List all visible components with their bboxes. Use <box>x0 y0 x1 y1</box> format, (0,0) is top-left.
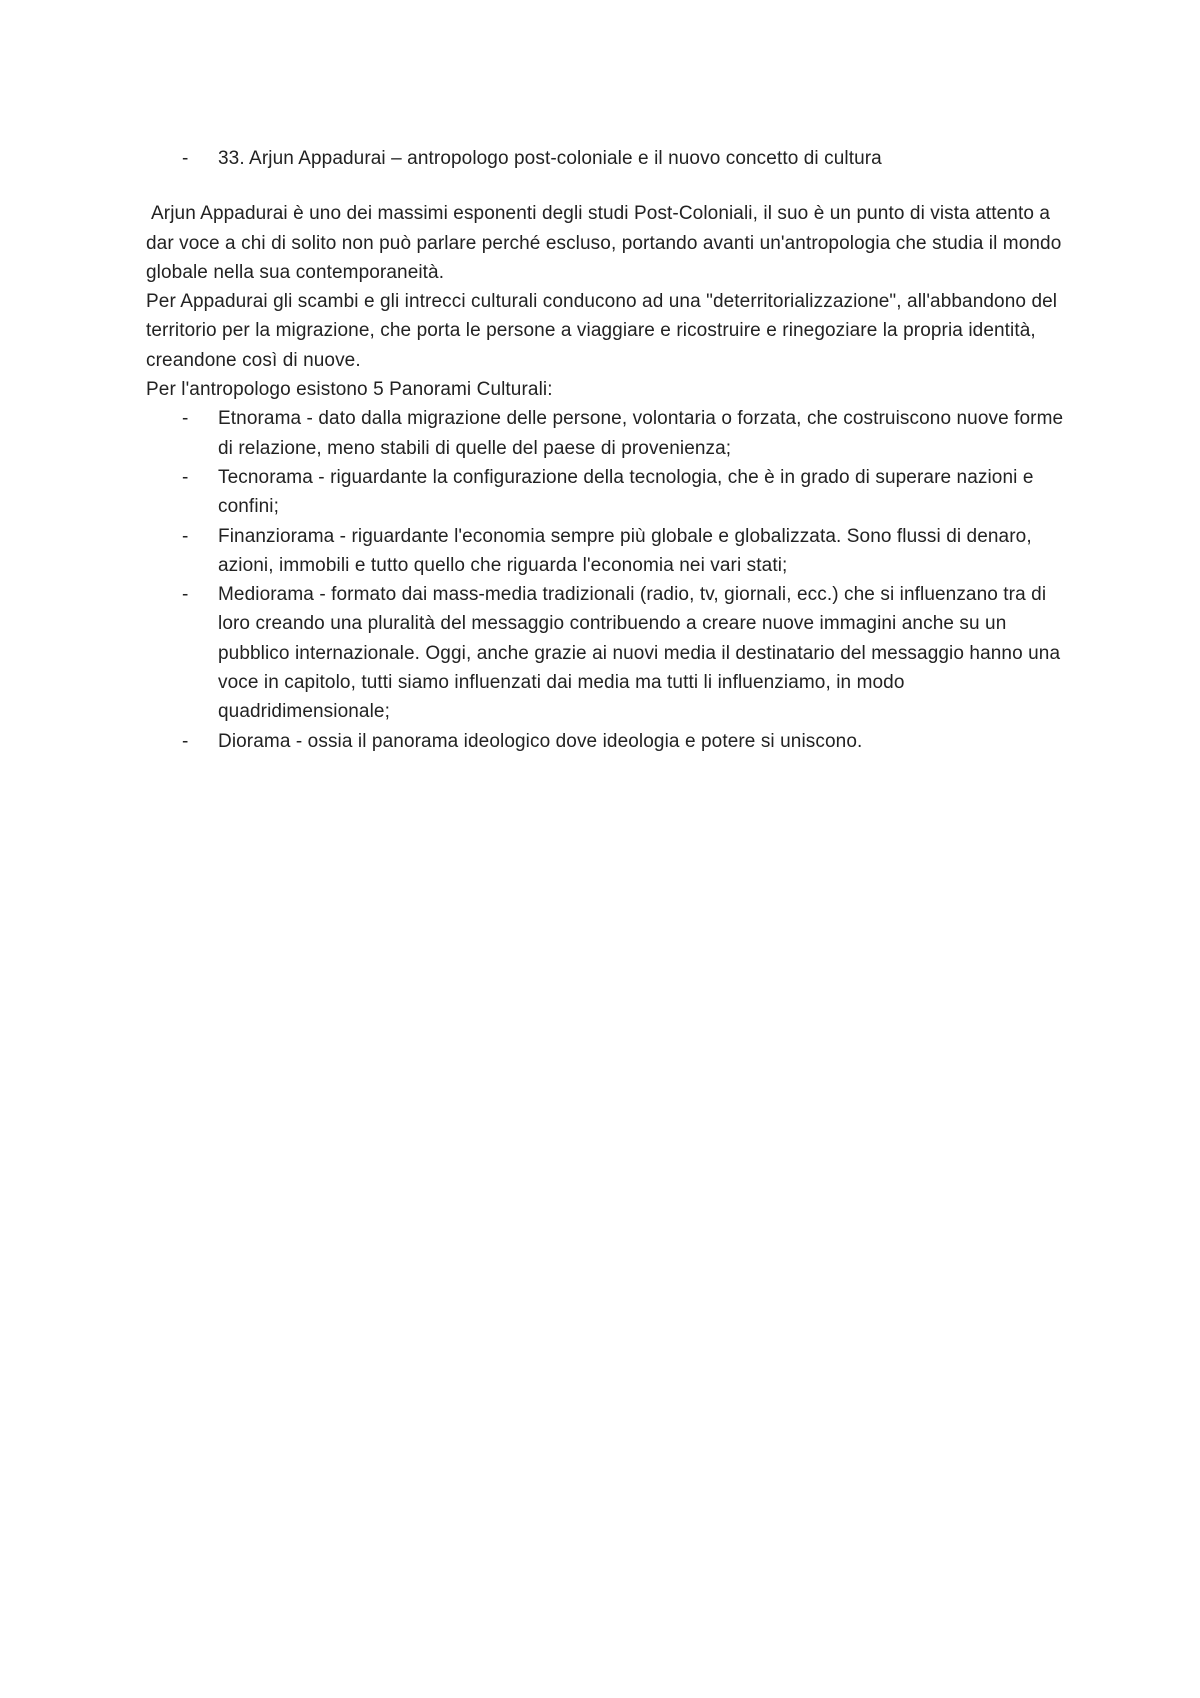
panorami-intro: Per l'antropologo esistono 5 Panorami Culturali: <box>146 379 553 401</box>
heading-text: 33. Arjun Appadurai – antropologo post-coloniale e il nuovo concetto di cultura <box>218 148 882 169</box>
list-item-text: Mediorama - formato dai mass-media tradizionali (radio, tv, giornali, ecc.) che si influenzano tra di loro creando una pluralità del messaggio contribuendo a creare nuove immagini anche su un pubblico internazionale. Oggi, anche grazie ai nuovi media il destinatario del messaggio hanno una voce in capitolo, tutti siamo influenzati dai media ma tutti li influenziamo, in modo quadridimensionale; <box>218 584 1061 723</box>
list-item <box>146 580 1076 726</box>
list-bullet: - <box>182 730 189 752</box>
list-item <box>146 522 1076 581</box>
list-item-text: Diorama - ossia il panorama ideologico dove ideologia e potere si uniscono. <box>218 730 863 752</box>
list-bullet: - <box>182 584 189 606</box>
list-item-text: Etnorama - dato dalla migrazione delle persone, volontaria o forzata, che costruiscono nuove forme di relazione, meno stabili di quelle del paese di provenienza; <box>218 408 1064 459</box>
list-bullet: - <box>182 466 189 488</box>
heading-bullet: - <box>182 148 189 169</box>
intro-paragraph: Arjun Appadurai è uno dei massimi esponenti degli studi Post-Coloniali, il suo è un punto di vista attento a dar voce a chi di solito non può parlare perché escluso, portando avanti un'antropologia che studia il mondo globale nella sua contemporaneità. <box>146 203 1062 283</box>
panorami-list <box>146 404 1076 756</box>
list-item-text: Finanziorama - riguardante l'economia sempre più globale e globalizzata. Sono flussi di denaro, azioni, immobili e tutto quello che riguarda l'economia nei vari stati; <box>218 525 1032 576</box>
list-item-text: Tecnorama - riguardante la configurazione della tecnologia, che è in grado di superare nazioni e confini; <box>218 466 1034 518</box>
document-content <box>146 144 1076 756</box>
list-bullet: - <box>182 408 189 430</box>
list-item <box>146 404 1076 463</box>
list-bullet: - <box>182 525 189 547</box>
list-item <box>146 463 1076 522</box>
list-item <box>146 727 1076 756</box>
deterritorialization-paragraph: Per Appadurai gli scambi e gli intrecci culturali conducono ad una "deterritorializzazione", all'abbandono del territorio per la migrazione, che porta le persone a viaggiare e ricostruire e rinegoziare la propria identità, creandone così di nuove. <box>146 291 1058 371</box>
section-heading <box>146 144 1076 173</box>
